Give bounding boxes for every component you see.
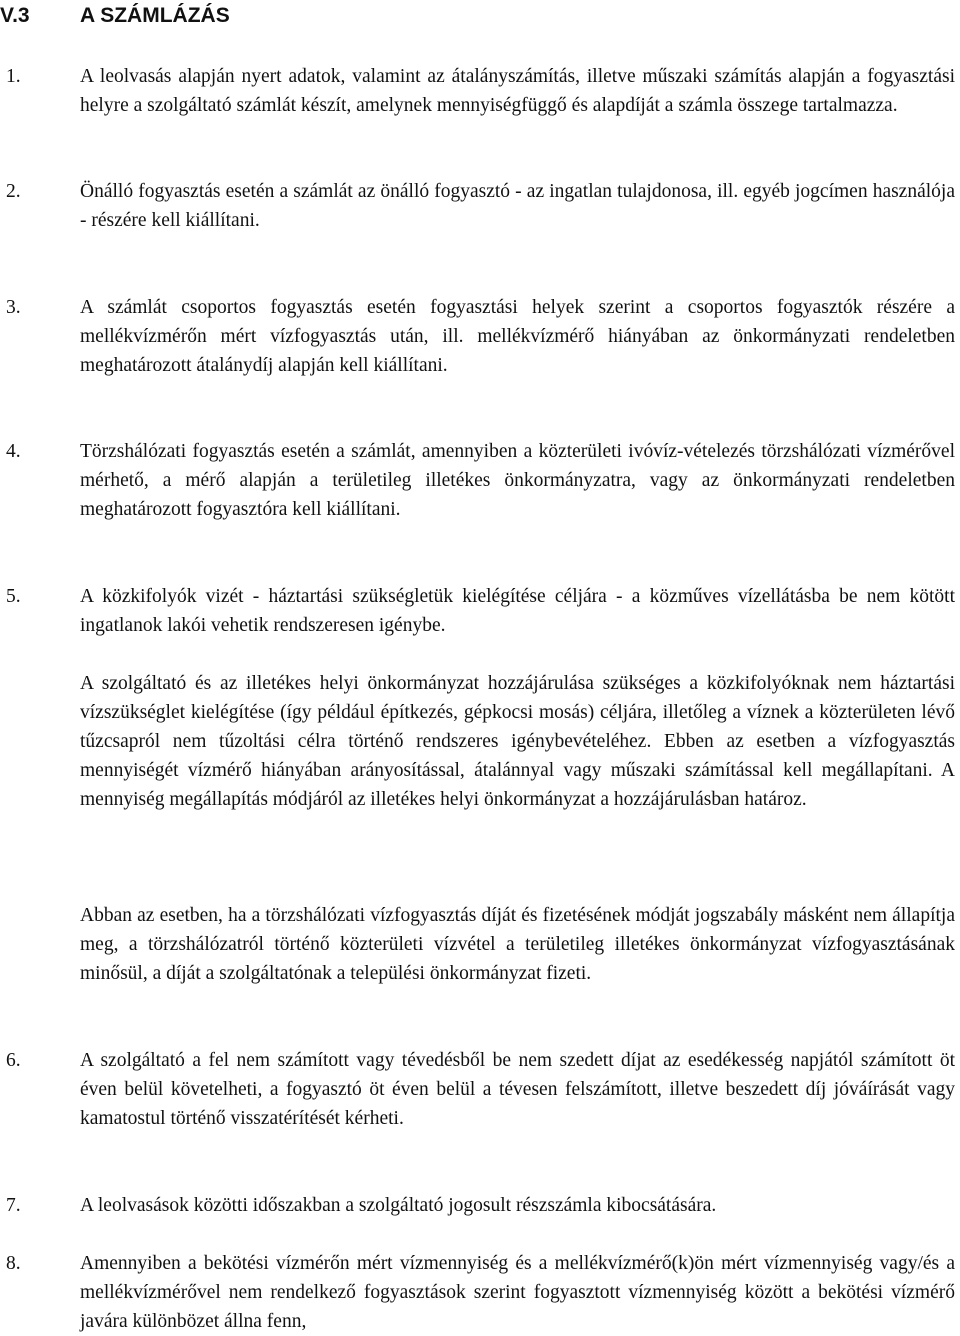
item-paragraph: A szolgáltató a fel nem számított vagy tévedésből be nem szedett díjat az esedékesség napjától számított öt éven belül követelheti, a fogyasztó öt éven belül a tévesen felszámított, illetve beszedett díj jóváírását vagy kamatostul történő visszatérítését kérheti.: [80, 1050, 955, 1129]
item-paragraph: Amennyiben a bekötési vízmérőn mért vízmennyiség és a mellékvízmérő(k)ön mért vízmennyiség vagy/és a mellékvízmérővel nem rendelkező fogyasztások szerint fogyasztott vízmennyiség között a bekötési vízmérő javára különbözet állna fenn,: [80, 1253, 955, 1332]
item-paragraph: A számlát csoportos fogyasztás esetén fogyasztási helyek szerint a csoportos fogyasztók részére a mellékvízmérőn mért vízfogyasztás után, ill. mellékvízmérő hiányában az önkormányzati rendeletben meghatározott átalánydíj alapján kell kiállítani.: [80, 297, 955, 376]
item-number: 4.: [6, 441, 21, 462]
item-number: 3.: [6, 297, 21, 318]
item-paragraph: A közkifolyók vizét - háztartási szükségletük kielégítése céljára - a közműves vízellátásba be nem kötött ingatlanok lakói vehetik rendszeresen igénybe.: [80, 586, 955, 636]
item-number: 8.: [6, 1253, 21, 1274]
item-paragraph: A szolgáltató és az illetékes helyi önkormányzat hozzájárulása szükséges a közkifolyóknak nem háztartási vízszükséglet kielégítése (így például építkezés, gépkocsi mosás) céljára, illetőleg a víznek a közterületen lévő tűzcsapról nem tűzoltási célra történő rendszeres igénybevételéhez. Ebben az esetben a vízfogyasztás mennyiségét vízmérő hiányában arányosítással, átalánnyal vagy műszaki számítással kell megállapítani. A mennyiség megállapítás módjáról az illetékes helyi önkormányzat a hozzájárulásban határoz.: [80, 673, 955, 810]
item-number: 1.: [6, 66, 21, 87]
item-number: 7.: [6, 1195, 21, 1216]
section-title: A SZÁMLÁZÁS: [80, 4, 230, 27]
item-number: 5.: [6, 586, 21, 607]
section-heading: [0, 2, 230, 30]
item-paragraph: Törzshálózati fogyasztás esetén a számlát, amennyiben a közterületi ivóvíz-vételezés törzshálózati vízmérővel mérhető, a mérő alapján a területileg illetékes önkormányzatra, vagy az önkormányzati rendeletben meghatározott fogyasztóra kell kiállítani.: [80, 441, 955, 520]
item-paragraph: Önálló fogyasztás esetén a számlát az önálló fogyasztó - az ingatlan tulajdonosa, ill. egyéb jogcímen használója - részére kell kiállítani.: [80, 181, 955, 231]
item-paragraph: A leolvasások közötti időszakban a szolgáltató jogosult részszámla kibocsátására.: [80, 1195, 717, 1216]
item-paragraph: Abban az esetben, ha a törzshálózati vízfogyasztás díját és fizetésének módját jogszabály másként nem állapítja meg, a törzshálózatról történő közterületi vízvétel a területileg illetékes önkormányzat vízfogyasztásának minősül, a díját a szolgáltatónak a települési önkormányzat fizeti.: [80, 905, 955, 984]
item-number: 6.: [6, 1050, 21, 1071]
section-number: V.3: [0, 4, 30, 27]
item-paragraph: A leolvasás alapján nyert adatok, valamint az átalányszámítás, illetve műszaki számítás alapján a fogyasztási helyre a szolgáltató számlát készít, amelynek mennyiségfüggő és alapdíját a számla összege tartalmazza.: [80, 66, 955, 116]
item-number: 2.: [6, 181, 21, 202]
